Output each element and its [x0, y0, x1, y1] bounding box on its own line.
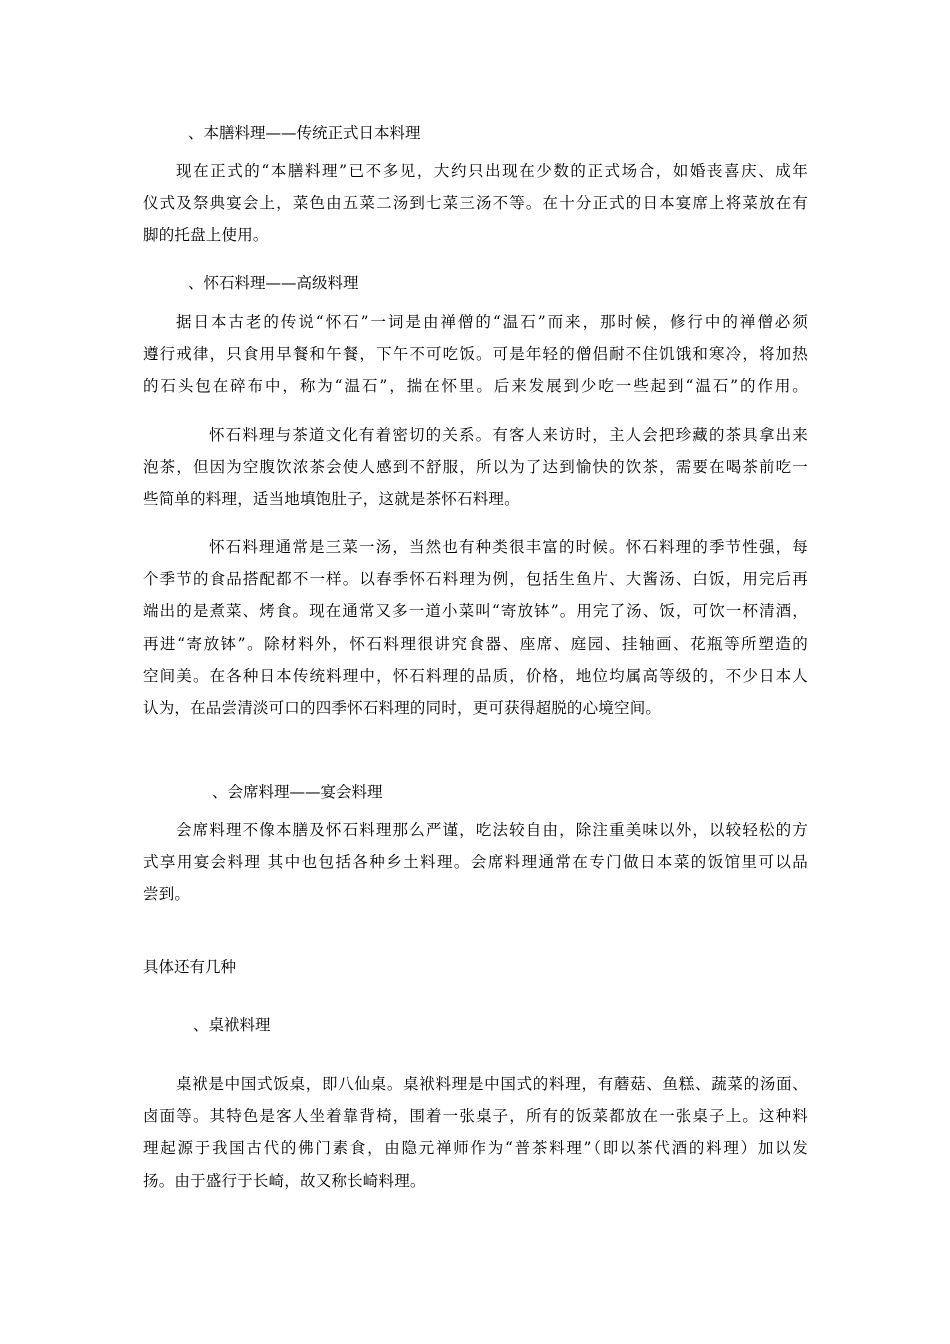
section-heading-kaiseki: 、怀石料理——高级料理: [188, 274, 359, 292]
text-line: 怀石料理通常是三菜一汤，当然也有种类很丰富的时候。怀石料理的季节性强，每: [209, 538, 808, 556]
text-line: 会席料理不像本膳及怀石料理那么严谨，吃法较自由，除注重美味以外，以较轻松的方: [176, 821, 808, 839]
text-line: 遵行戒律，只食用早餐和午餐，下午不可吃饭。可是年轻的僧侣耐不住饥饿和寒冷，将加热: [143, 345, 808, 364]
paragraph-honzen: [143, 155, 808, 252]
text-line: 扬。由于盛行于长崎，故又称长崎料理。: [143, 1171, 426, 1190]
section-heading-honzen: 、本膳料理——传统正式日本料理: [188, 124, 421, 142]
text-line: 的石头包在碎布中，称为“温石”，揣在怀里。后来发展到少吃一些起到“温石”的作用。: [143, 377, 808, 396]
section-heading-kaiseki-banquet: 、会席料理——宴会料理: [212, 783, 383, 801]
text-line: 仪式及祭典宴会上，菜色由五菜二汤到七菜三汤不等。在十分正式的日本宴席上将菜放在有: [143, 194, 808, 213]
paragraph-kaiseki-tea: [143, 419, 808, 516]
text-line: 据日本古老的传说“怀石”一词是由禅僧的“温石”而来，那时候，修行中的禅僧必须: [176, 313, 808, 331]
text-line: 怀石料理与茶道文化有着密切的关系。有客人来访时，主人会把珍藏的茶具拿出来: [209, 426, 808, 444]
text-line: 再进“寄放钵”。除材料外，怀石料理很讲究食器、座席、庭园、挂轴画、花瓶等所塑造的: [143, 634, 808, 653]
text-line: 认为，在品尝清淡可口的四季怀石料理的同时，更可获得超脱的心境空间。: [143, 699, 662, 718]
text-line: 泡茶，但因为空腹饮浓茶会使人感到不舒服，所以为了达到愉快的饮茶，需要在喝茶前吃一: [143, 458, 808, 477]
text-line: 尝到。: [143, 885, 191, 904]
text-line: 桌袱是中国式饭桌，即八仙桌。桌袱料理是中国式的料理，有蘑菇、鱼糕、蔬菜的汤面、: [176, 1075, 808, 1093]
text-line: 现在正式的“本膳料理”已不多见，大约只出现在少数的正式场合，如婚丧喜庆、成年: [176, 162, 808, 180]
text-line: 端出的是煮菜、烤食。现在通常又多一道小菜叫“寄放钵”。用完了汤、饭，可饮一杯清酒，: [143, 602, 808, 621]
paragraph-kaiseki-banquet: [143, 814, 808, 911]
text-line: 理起源于我国古代的佛门素食，由隐元禅师作为“普茶料理”（即以茶代酒的料理）加以发: [143, 1139, 808, 1158]
text-line: 个季节的食品搭配都不一样。以春季怀石料理为例，包括生鱼片、大酱汤、白饭，用完后再: [143, 570, 808, 589]
text-line: 些简单的料理，适当地填饱肚子，这就是茶怀石料理。: [143, 490, 520, 509]
paragraph-shippoku: [143, 1068, 808, 1197]
section-heading-shippoku: 、桌袱料理: [193, 1016, 271, 1034]
text-line: 空间美。在各种日本传统料理中，怀石料理的品质，价格，地位均属高等级的，不少日本人: [143, 666, 808, 685]
paragraph-kaiseki-season: [143, 531, 808, 724]
text-line: 式享用宴会料理 其中也包括各种乡土料理。会席料理通常在专门做日本菜的饭馆里可以品: [143, 853, 808, 872]
text-line: 脚的托盘上使用。: [143, 226, 269, 245]
paragraph-kaiseki-origin: [143, 306, 808, 403]
section-heading-others: 具体还有几种: [143, 958, 237, 976]
text-line: 卤面等。其特色是客人坐着靠背椅，围着一张桌子，所有的饭菜都放在一张桌子上。这种料: [143, 1107, 808, 1126]
